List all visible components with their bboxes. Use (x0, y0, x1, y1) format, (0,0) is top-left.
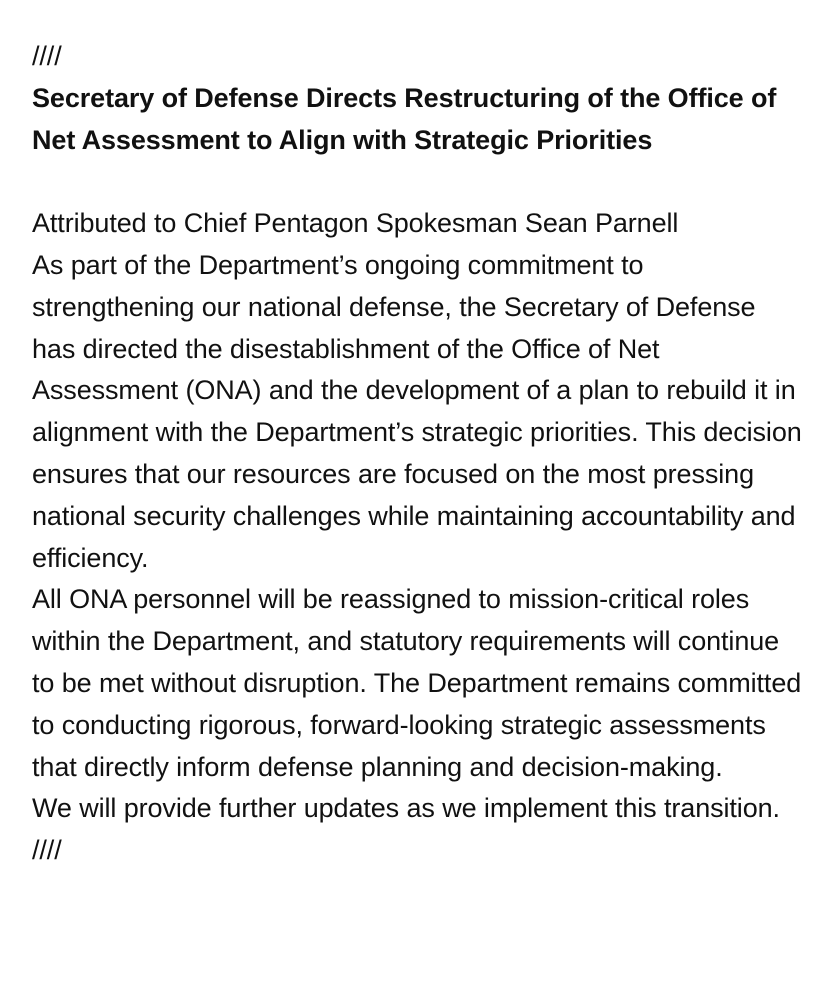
bottom-marker: //// (32, 835, 62, 866)
attribution-line: Attributed to Chief Pentagon Spokesman Sean Parnell (32, 208, 679, 239)
spacer (32, 161, 802, 203)
top-marker: //// (32, 41, 62, 71)
body-paragraph-2: All ONA personnel will be reassigned to mission-critical roles within the Department, and statutory requirements will continue to be met without disruption. The Department remains committed to conducting rigorous, forward-looking strategic assessments that directly inform defense planning and decision-making. (32, 584, 802, 782)
body-paragraph-3: We will provide further updates as we implement this transition. (32, 793, 780, 824)
body-paragraph-1: As part of the Department’s ongoing commitment to strengthening our national defense, the Secretary of Defense has directed the disestablishment of the Office of Net Assessment (ONA) and the development of a plan to rebuild it in alignment with the Department’s strategic priorities. This decision ensures that our resources are focused on the most pressing national security challenges while maintaining accountability and efficiency. (32, 249, 802, 573)
headline: Secretary of Defense Directs Restructuring of the Office of Net Assessment to Align with Strategic Priorities (32, 82, 777, 155)
press-release (32, 36, 802, 872)
